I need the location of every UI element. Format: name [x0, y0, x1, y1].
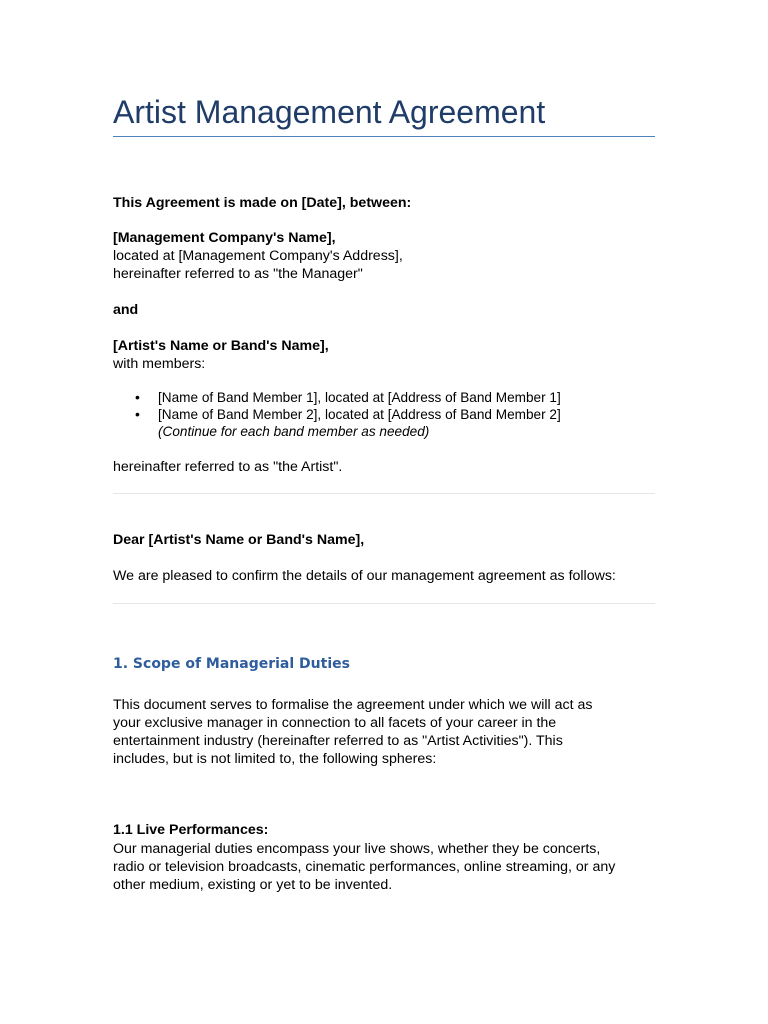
section-1-1-line: radio or television broadcasts, cinematic performances, online streaming, or any	[113, 859, 616, 875]
manager-address: located at [Management Company's Address],	[113, 248, 403, 264]
band-member-text: [Name of Band Member 2], located at [Address of Band Member 2]	[158, 407, 561, 422]
section-heading-1-1: 1.1 Live Performances:	[113, 822, 269, 838]
divider	[113, 603, 655, 604]
section-1-line: entertainment industry (hereinafter referred to as "Artist Activities"). This	[113, 733, 563, 749]
members-note-text: (Continue for each band member as needed)	[158, 424, 430, 439]
section-1-1-line: Our managerial duties encompass your live shows, whether they be concerts,	[113, 841, 601, 857]
intro-line: This Agreement is made on [Date], between:	[113, 195, 412, 211]
section-1-line: This document serves to formalise the agreement under which we will act as	[113, 697, 593, 713]
members-line: with members:	[113, 356, 206, 372]
list-item	[113, 406, 561, 423]
document-title: Artist Management Agreement	[113, 94, 546, 130]
section-heading-1: 1. Scope of Managerial Duties	[113, 656, 350, 672]
artist-referred: hereinafter referred to as "the Artist".	[113, 459, 343, 475]
section-1-1-line: other medium, existing or yet to be invented.	[113, 877, 393, 893]
members-note	[113, 423, 561, 440]
manager-name: [Management Company's Name],	[113, 230, 336, 246]
divider	[113, 493, 655, 494]
band-member-text: [Name of Band Member 1], located at [Address of Band Member 1]	[158, 390, 561, 405]
manager-referred: hereinafter referred to as "the Manager"	[113, 266, 363, 282]
section-1-line: your exclusive manager in connection to all facets of your career in the	[113, 715, 557, 731]
title-underline	[113, 136, 655, 137]
confirm-line: We are pleased to confirm the details of our management agreement as follows:	[113, 568, 616, 584]
section-1-line: includes, but is not limited to, the following spheres:	[113, 751, 437, 767]
bullet-icon: •	[135, 389, 140, 405]
artist-name: [Artist's Name or Band's Name],	[113, 338, 329, 354]
list-item	[113, 389, 561, 406]
salutation: Dear [Artist's Name or Band's Name],	[113, 532, 365, 548]
band-members-list	[113, 389, 561, 440]
bullet-icon: •	[135, 406, 140, 422]
and-word: and	[113, 302, 139, 318]
